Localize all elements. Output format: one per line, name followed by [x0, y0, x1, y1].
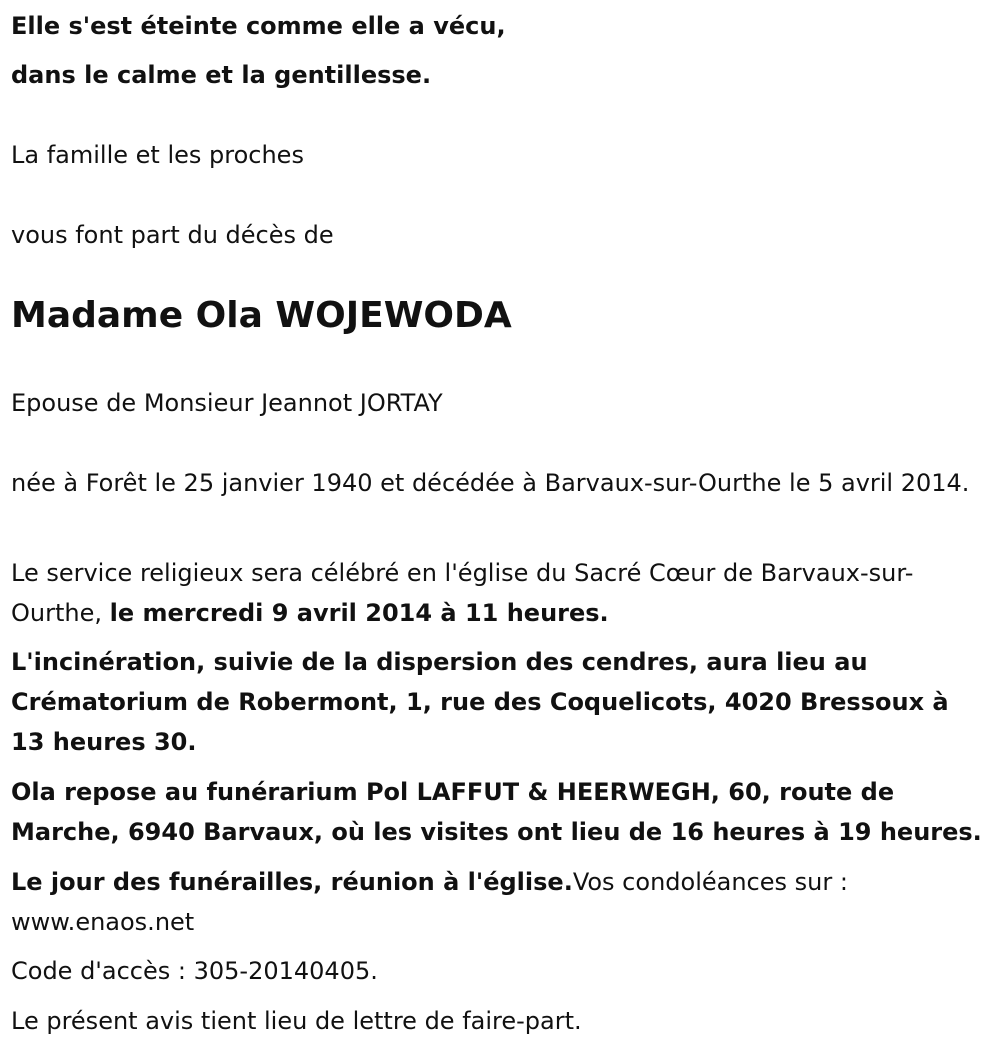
funeral-day-paragraph — [11, 862, 986, 942]
birth-death-line: née à Forêt le 25 janvier 1940 et décédée à Barvaux-sur-Ourthe le 5 avril 2014. — [11, 469, 970, 497]
cremation-paragraph: L'incinération, suivie de la dispersion des cendres, aura lieu au Crématorium de Robermont, 1, rue des Coquelicots, 4020 Bressoux à 13 heures 30. — [11, 648, 949, 756]
service-date: le mercredi 9 avril 2014 à 11 heures. — [109, 599, 609, 627]
rests-at-paragraph: Ola repose au funérarium Pol LAFFUT & HEERWEGH, 60, route de Marche, 6940 Barvaux, où les visites ont lieu de 16 heures à 19 heures. — [11, 778, 982, 846]
service-paragraph — [11, 553, 986, 633]
access-code: Code d'accès : 305-20140405. — [11, 957, 378, 985]
deceased-name: Madame Ola WOJEWODA — [11, 295, 512, 336]
epitaph-line-1: Elle s'est éteinte comme elle a vécu, — [11, 12, 506, 40]
epitaph-line-2: dans le calme et la gentillesse. — [11, 61, 432, 89]
condolences-link: Vos condoléances sur : www.enaos.net — [11, 868, 848, 936]
family-line: La famille et les proches — [11, 141, 304, 169]
funeral-day: Le jour des funérailles, réunion à l'église. — [11, 868, 573, 896]
spouse-line: Epouse de Monsieur Jeannot JORTAY — [11, 389, 443, 417]
service-intro: Le service religieux sera célébré en l'église du Sacré Cœur de Barvaux-sur-Ourthe, — [11, 559, 914, 627]
closing-line: Le présent avis tient lieu de lettre de faire-part. — [11, 1007, 582, 1035]
announce-line: vous font part du décès de — [11, 221, 334, 249]
